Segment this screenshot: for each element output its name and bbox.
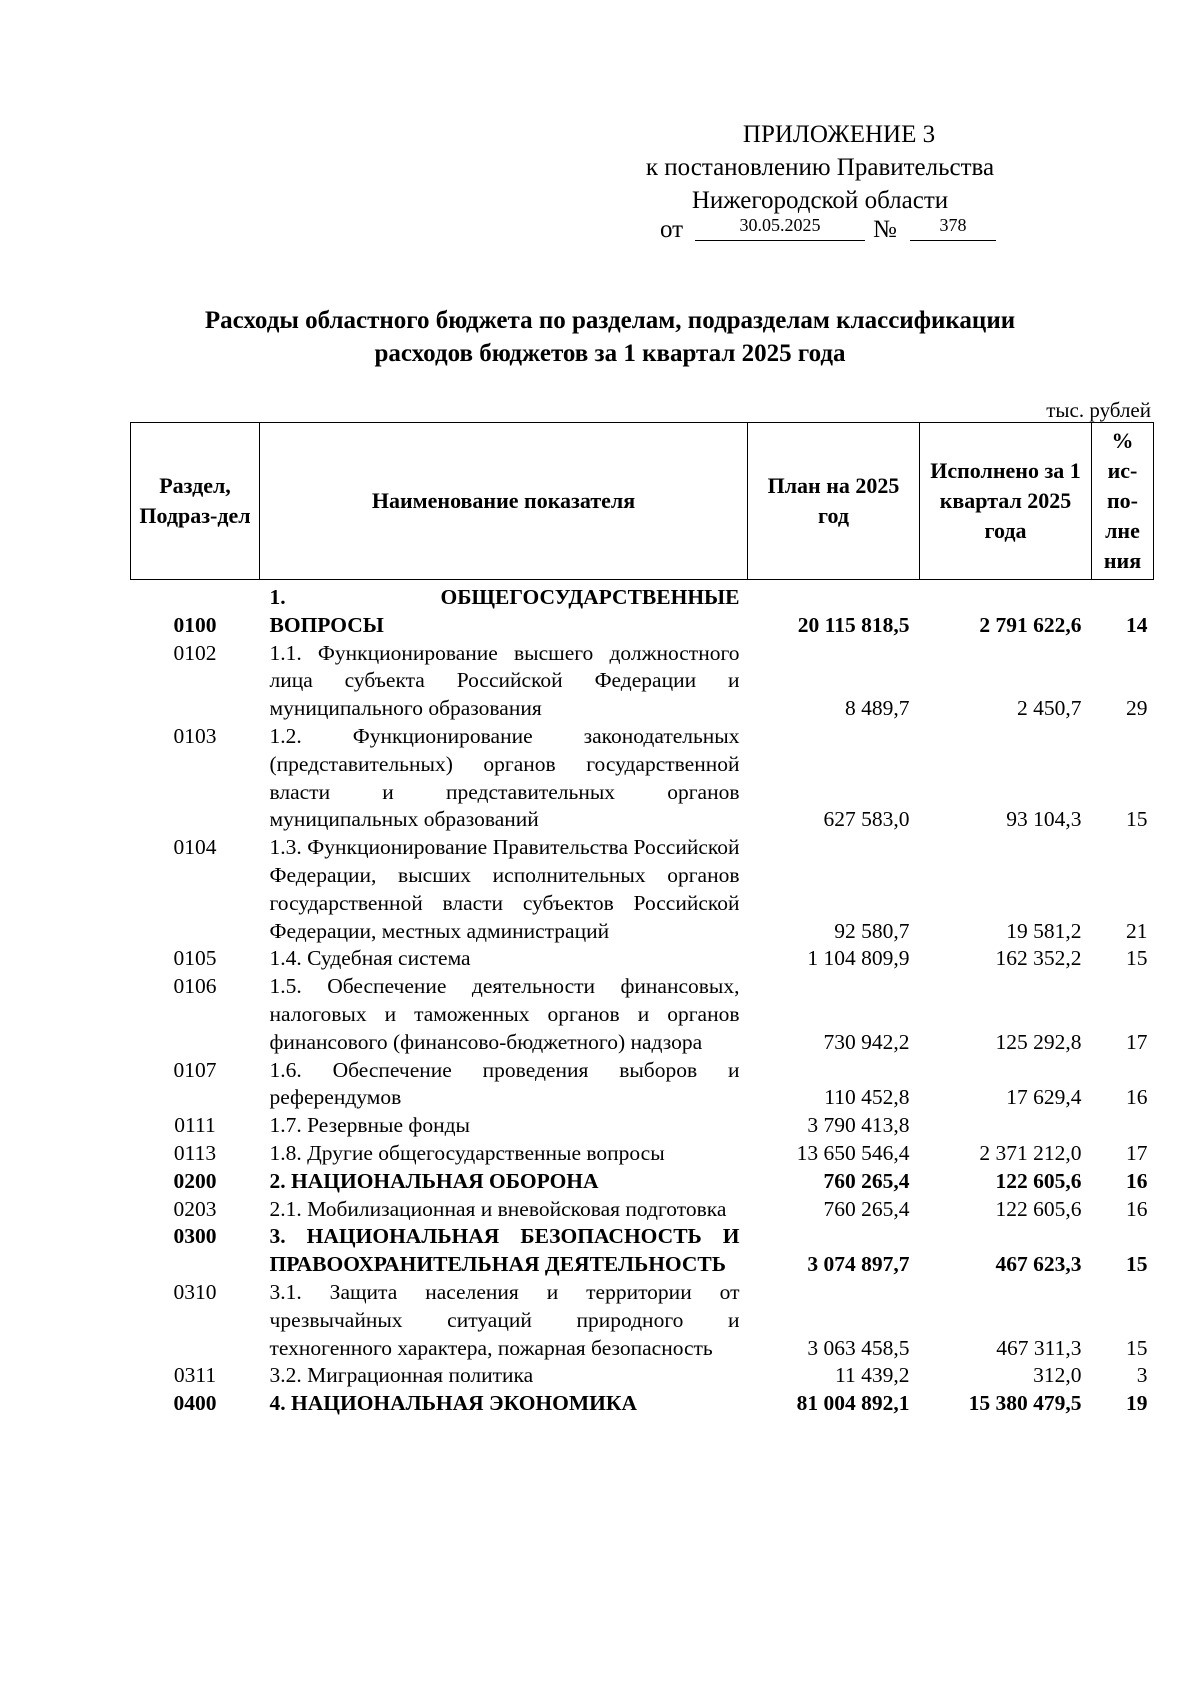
row-percent: 19 <box>1126 1391 1148 1416</box>
row-code: 0100 <box>173 612 217 637</box>
number-sign: № <box>873 216 897 243</box>
table-row <box>131 1362 1154 1390</box>
row-name: 1.6. Обеспечение проведения выборов и референдумов <box>269 1057 740 1110</box>
row-executed <box>920 1112 1092 1140</box>
table-header-row <box>131 423 1154 580</box>
title-line-1: Расходы областного бюджета по разделам, подразделам классификации <box>204 307 1016 334</box>
row-executed: 467 311,3 <box>996 1335 1082 1360</box>
row-executed: 2 371 212,0 <box>979 1140 1082 1165</box>
row-name <box>260 580 748 640</box>
appendix-number: ПРИЛОЖЕНИЕ 3 <box>742 121 936 148</box>
row-plan: 3 790 413,8 <box>807 1113 910 1138</box>
row-percent: 29 <box>1126 696 1148 721</box>
row-plan: 730 942,2 <box>823 1029 910 1054</box>
decree-number: 378 <box>910 210 996 241</box>
row-percent: 16 <box>1126 1196 1148 1221</box>
row-name: 1.4. Судебная система <box>269 946 471 971</box>
row-executed: 125 292,8 <box>995 1029 1082 1054</box>
header-plan: План на 2025 год <box>748 423 920 580</box>
appendix-region: Нижегородской области <box>691 187 949 214</box>
header-code: Раздел, Подраз-дел <box>131 423 260 580</box>
row-executed: 162 352,2 <box>995 946 1082 971</box>
row-code: 0311 <box>173 1363 217 1388</box>
row-executed: 312,0 <box>1033 1363 1082 1388</box>
document-title <box>130 304 1090 370</box>
table-row <box>131 723 1154 834</box>
row-name: 3.2. Миграционная политика <box>269 1363 534 1388</box>
table-row <box>131 1057 1154 1113</box>
row-plan: 81 004 892,1 <box>796 1391 910 1416</box>
row-plan: 92 580,7 <box>834 918 910 943</box>
row-percent: 15 <box>1126 1335 1148 1360</box>
row-name: 3.1. Защита населения и территории от чрезвычайных ситуаций природного и техногенного характера, пожарная безопасность <box>269 1279 740 1360</box>
table-row <box>131 945 1154 973</box>
row-name-heading: ОБЩЕГОСУДАРСТВЕННЫЕ <box>440 585 740 609</box>
row-executed: 122 605,6 <box>995 1168 1082 1193</box>
row-plan: 3 063 458,5 <box>807 1335 910 1360</box>
row-name: 2. НАЦИОНАЛЬНАЯ ОБОРОНА <box>269 1168 599 1193</box>
row-plan: 20 115 818,5 <box>797 612 910 637</box>
row-percent <box>1092 1112 1154 1140</box>
row-name: 1.3. Функционирование Правительства Российской Федерации, высших исполнительных органов государственной власти субъектов Российской Федерации, местных администраций <box>269 835 740 943</box>
row-percent: 17 <box>1126 1029 1148 1054</box>
row-percent: 15 <box>1126 1252 1148 1277</box>
row-code: 0203 <box>173 1196 217 1221</box>
row-percent: 14 <box>1126 612 1148 637</box>
row-percent: 21 <box>1126 918 1148 943</box>
date-prefix: от <box>660 216 684 243</box>
table-row <box>131 640 1154 723</box>
budget-table <box>130 422 1154 1418</box>
row-plan: 11 439,2 <box>835 1363 910 1388</box>
row-name: 1.5. Обеспечение деятельности финансовых, налоговых и таможенных органов и органов финансового (финансово-бюджетного) надзора <box>269 974 740 1054</box>
appendix-header <box>580 118 1060 217</box>
table-row <box>131 1168 1154 1196</box>
row-code: 0310 <box>173 1279 217 1304</box>
row-plan: 627 583,0 <box>823 807 910 832</box>
row-name: 1.8. Другие общегосударственные вопросы <box>269 1140 665 1165</box>
unit-label: тыс. рублей <box>1046 398 1151 422</box>
row-name: 3. НАЦИОНАЛЬНАЯ БЕЗОПАСНОСТЬ И ПРАВООХРАНИТЕЛЬНАЯ ДЕЯТЕЛЬНОСТЬ <box>269 1224 740 1277</box>
row-name-number: 1. <box>269 585 286 609</box>
row-code: 0200 <box>173 1168 217 1193</box>
table-row <box>131 1140 1154 1168</box>
table-row <box>131 1279 1154 1362</box>
row-percent: 15 <box>1126 807 1148 832</box>
row-plan: 3 074 897,7 <box>807 1252 910 1277</box>
row-executed: 19 581,2 <box>1006 918 1082 943</box>
header-name: Наименование показателя <box>260 423 748 580</box>
row-code: 0111 <box>174 1113 216 1138</box>
row-executed: 17 629,4 <box>1006 1085 1082 1110</box>
row-executed: 122 605,6 <box>995 1196 1082 1221</box>
row-plan: 110 452,8 <box>824 1085 910 1110</box>
row-code: 0103 <box>173 723 217 748</box>
row-code: 0104 <box>173 835 217 860</box>
row-code: 0105 <box>173 946 217 971</box>
header-executed: Исполнено за 1 квартал 2025 года <box>920 423 1092 580</box>
row-name: 4. НАЦИОНАЛЬНАЯ ЭКОНОМИКА <box>269 1391 637 1416</box>
title-line-2: расходов бюджетов за 1 квартал 2025 года <box>374 340 846 367</box>
row-percent: 16 <box>1126 1085 1148 1110</box>
row-code: 0400 <box>173 1391 217 1416</box>
row-code: 0107 <box>173 1057 217 1082</box>
table-row <box>131 1223 1154 1279</box>
row-code: 0106 <box>173 974 217 999</box>
row-name: 2.1. Мобилизационная и вневойсковая подготовка <box>269 1196 727 1221</box>
row-name: 1.7. Резервные фонды <box>269 1113 470 1138</box>
table-row <box>131 1390 1154 1418</box>
row-percent: 17 <box>1126 1140 1148 1165</box>
row-percent: 15 <box>1126 946 1148 971</box>
row-plan: 13 650 546,4 <box>796 1140 910 1165</box>
row-name-tail: ВОПРОСЫ <box>269 612 384 637</box>
row-plan: 8 489,7 <box>845 696 910 721</box>
row-executed: 467 623,3 <box>995 1252 1082 1277</box>
appendix-reference: к постановлению Правительства <box>645 154 995 181</box>
table-row <box>131 580 1154 640</box>
table-row <box>131 973 1154 1056</box>
row-executed: 2 450,7 <box>1017 696 1082 721</box>
row-executed: 93 104,3 <box>1006 807 1082 832</box>
row-percent: 3 <box>1136 1363 1148 1388</box>
decree-date: 30.05.2025 <box>695 210 865 241</box>
row-executed: 15 380 479,5 <box>968 1391 1082 1416</box>
row-plan: 1 104 809,9 <box>807 946 910 971</box>
row-name: 1.1. Функционирование высшего должностного лица субъекта Российской Федерации и муниципального образования <box>269 640 740 721</box>
row-percent: 16 <box>1126 1168 1148 1193</box>
header-percent: % ис-по-лне ния <box>1092 423 1154 580</box>
table-row <box>131 834 1154 945</box>
row-code: 0300 <box>173 1224 217 1249</box>
row-code: 0102 <box>173 640 217 665</box>
row-plan: 760 265,4 <box>823 1196 910 1221</box>
row-executed: 2 791 622,6 <box>979 612 1082 637</box>
table-row <box>131 1112 1154 1140</box>
table-row <box>131 1196 1154 1224</box>
row-name: 1.2. Функционирование законодательных (представительных) органов государственной власти и представительных органов муниципальных образований <box>269 723 740 832</box>
row-code: 0113 <box>173 1140 217 1165</box>
row-plan: 760 265,4 <box>823 1168 910 1193</box>
